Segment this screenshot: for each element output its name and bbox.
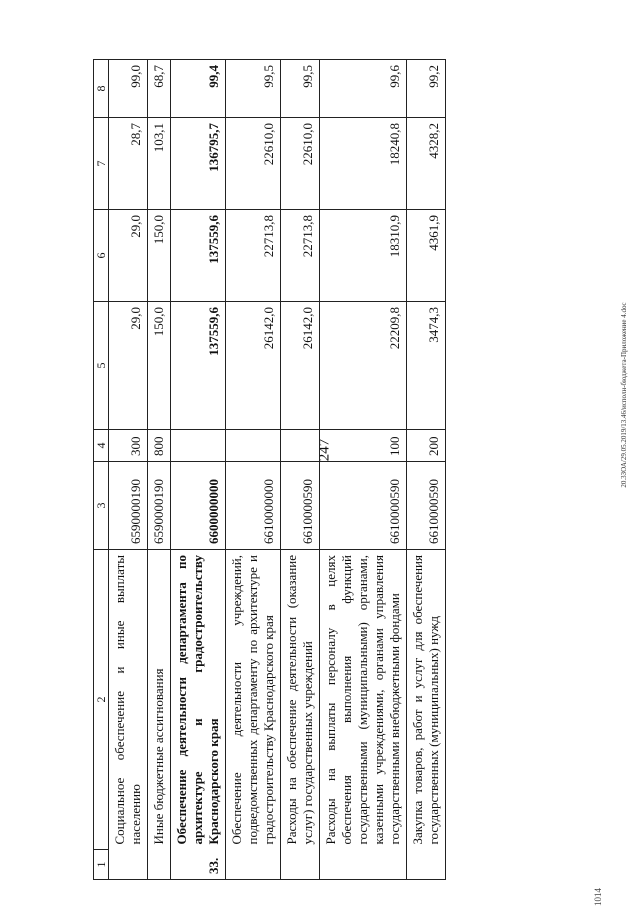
- col7-cell: 22610,0: [281, 118, 320, 210]
- col6-cell: 4361,9: [407, 210, 446, 302]
- target-code-cell: 6590000190: [109, 462, 148, 550]
- expense-type-cell: [226, 430, 281, 462]
- row-name-cell: Иные бюджетные ассигнования: [148, 550, 171, 850]
- target-code-cell: 6590000190: [148, 462, 171, 550]
- col8-cell: 99,5: [226, 60, 281, 118]
- table-row: [171, 60, 226, 880]
- expense-type-cell: 200: [407, 430, 446, 462]
- col8-cell: 99,4: [171, 60, 226, 118]
- col5-cell: 22209,8: [320, 302, 407, 430]
- col7-cell: 18240,8: [320, 118, 407, 210]
- page-number: 247: [316, 438, 333, 462]
- row-name-cell: Закупка товаров, работ и услуг для обеспечения государственных (муниципальных) нужд: [407, 550, 446, 850]
- row-number-cell: [407, 850, 446, 880]
- expense-type-cell: 800: [148, 430, 171, 462]
- col8-cell: 99,6: [320, 60, 407, 118]
- row-number-cell: [148, 850, 171, 880]
- row-number-cell: [281, 850, 320, 880]
- col8-cell: 99,5: [281, 60, 320, 118]
- expense-type-cell: [281, 430, 320, 462]
- table-row: [148, 60, 171, 880]
- row-name-cell: Расходы на выплаты персоналу в целях обеспечения выполнения функций государственными (муниципальными) органами, казенными учреждениями, органами управления государственными внебюджетными фондами: [320, 550, 407, 850]
- row-name-cell: Социальное обеспечение и иные выплаты населению: [109, 550, 148, 850]
- budget-table: [93, 59, 446, 880]
- col6-cell: 18310,9: [320, 210, 407, 302]
- row-name-cell: Обеспечение деятельности учреждений, подведомственных департаменту по архитектуре и градостроительству Краснодарского края: [226, 550, 281, 850]
- table-row: [109, 60, 148, 880]
- col5-cell: 26142,0: [281, 302, 320, 430]
- col5-cell: 3474,3: [407, 302, 446, 430]
- target-code-cell: 6610000000: [226, 462, 281, 550]
- target-code-cell: 6610000590: [407, 462, 446, 550]
- col6-cell: 137559,6: [171, 210, 226, 302]
- col8-cell: 99,0: [109, 60, 148, 118]
- table-header-row: [94, 60, 109, 880]
- edge-number: 1014: [593, 888, 603, 906]
- expense-type-cell: 100: [320, 430, 407, 462]
- row-name-cell: Обеспечение деятельности департамента по архитектуре и градостроительству Краснодарского края: [171, 550, 226, 850]
- table-row: [281, 60, 320, 880]
- header-cell: 7: [94, 118, 109, 210]
- table-row: [226, 60, 281, 880]
- target-code-cell: 6610000590: [281, 462, 320, 550]
- row-number-cell: [320, 850, 407, 880]
- col6-cell: 22713,8: [226, 210, 281, 302]
- header-cell: 5: [94, 302, 109, 430]
- table-row: [407, 60, 446, 880]
- expense-type-cell: 300: [109, 430, 148, 462]
- col7-cell: 28,7: [109, 118, 148, 210]
- col7-cell: 22610,0: [226, 118, 281, 210]
- target-code-cell: 6610000590: [320, 462, 407, 550]
- col6-cell: 150,0: [148, 210, 171, 302]
- col5-cell: 137559,6: [171, 302, 226, 430]
- table-row: [320, 60, 407, 880]
- header-cell: 4: [94, 430, 109, 462]
- col5-cell: 29,0: [109, 302, 148, 430]
- col6-cell: 29,0: [109, 210, 148, 302]
- header-cell: 6: [94, 210, 109, 302]
- header-cell: 1: [94, 850, 109, 880]
- col5-cell: 26142,0: [226, 302, 281, 430]
- header-cell: 8: [94, 60, 109, 118]
- col7-cell: 136795,7: [171, 118, 226, 210]
- row-number-cell: 33.: [171, 850, 226, 880]
- col6-cell: 22713,8: [281, 210, 320, 302]
- col7-cell: 4328,2: [407, 118, 446, 210]
- row-name-cell: Расходы на обеспечение деятельности (оказание услуг) государственных учреждений: [281, 550, 320, 850]
- rotated-table-container: [93, 60, 591, 880]
- row-number-cell: [109, 850, 148, 880]
- col7-cell: 103,1: [148, 118, 171, 210]
- col8-cell: 99,2: [407, 60, 446, 118]
- target-code-cell: 6600000000: [171, 462, 226, 550]
- header-cell: 3: [94, 462, 109, 550]
- footer-path: 20.3ЗОА/29.05.2019/13.46/исполн-бюджета-Приложение 4.doc: [620, 302, 628, 488]
- row-number-cell: [226, 850, 281, 880]
- header-cell: 2: [94, 550, 109, 850]
- expense-type-cell: [171, 430, 226, 462]
- col5-cell: 150,0: [148, 302, 171, 430]
- col8-cell: 68,7: [148, 60, 171, 118]
